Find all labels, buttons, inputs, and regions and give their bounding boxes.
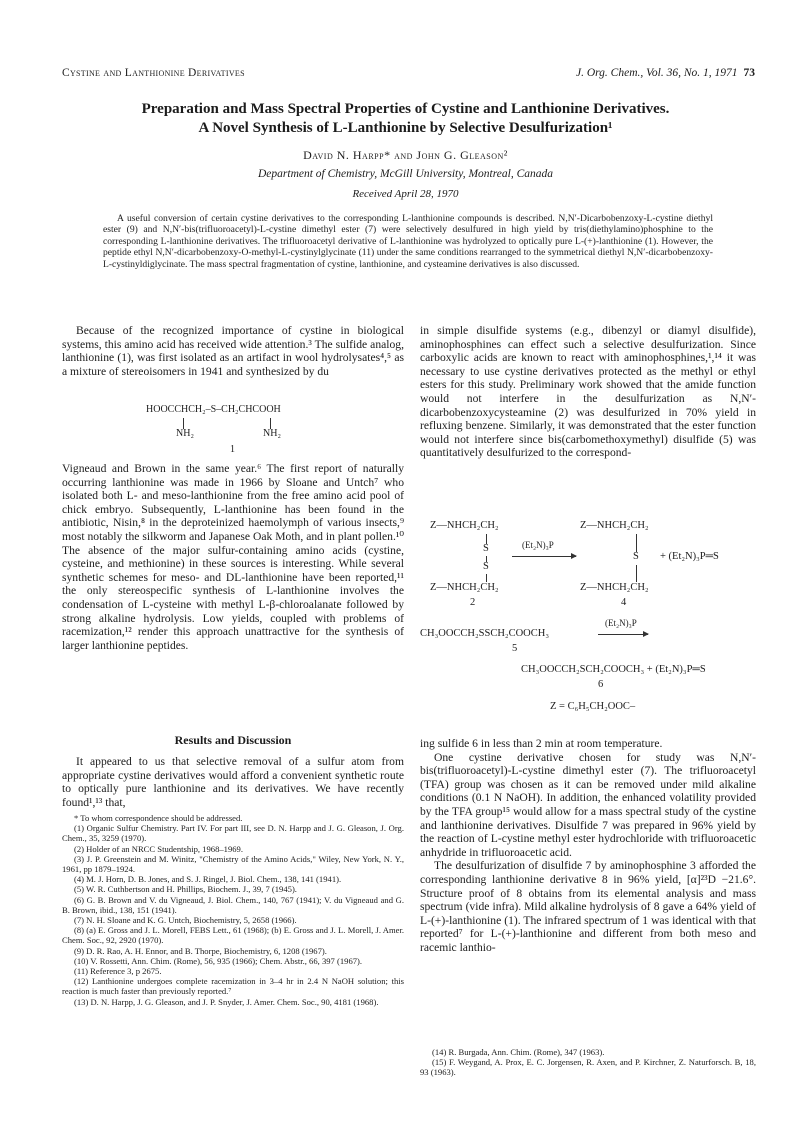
footnote: (11) Reference 3, p 2675. xyxy=(74,966,162,977)
running-title: Cystine and Lanthionine Derivatives xyxy=(62,67,245,79)
footnotes-right xyxy=(420,1047,756,1078)
footnote: (6) G. B. Brown and V. du Vigneaud, J. Biol. Chem., 140, 767 (1941); V. du Vigneaud and G. B. Brown, ibid., 138, 151 (1941). xyxy=(62,894,404,915)
compound-number: 6 xyxy=(598,679,604,690)
left-column-intro xyxy=(62,324,404,378)
received-date: Received April 28, 1970 xyxy=(352,188,459,200)
right-column-intro xyxy=(420,324,756,460)
footnote: (15) F. Weygand, A. Prox, E. C. Jorgensen, R. Axen, and P. Kirchner, Z. Naturforsch. B, 18, 93 (1963). xyxy=(420,1057,756,1078)
journal-citation: J. Org. Chem., Vol. 36, No. 1, 1971 73 xyxy=(575,67,755,79)
footnote: (1) Organic Sulfur Chemistry. Part IV. For part III, see D. N. Harpp and J. G. Gleason, J. Org. Chem., 35, 3259 (1970). xyxy=(62,823,404,844)
footnote: (14) R. Burgada, Ann. Chim. (Rome), 347 (1963). xyxy=(432,1047,605,1057)
structure-lanthionine: HOOCCHCH₂–S–CH₂CHCOOH xyxy=(146,404,281,415)
abstract: A useful conversion of certain cystine derivatives to the corresponding L-lanthionine compounds is described. N,N′-Dicarbobenzoxy-L-cystine diethyl ester (9) and N,N′-bis(trifluoroacetyl)-L-cystine dimethyl ester (7) were selectively desulfured in high yield by tris(diethylamino)phosphine to the corresponding L-lanthionine derivatives. The trifluoroacetyl derivative of L-lanthionine was hydrolyzed to optically pure L-(+)-lanthionine (1). However, the peptide ethyl N,N′-dicarbobenzoxy-O-methyl-L-cystinylglycinate (11) under the same conditions rearranged to the symmetrical diethyl N,N′-dicarbobenzoxy-L-cystinyldiglycinate. The mass spectral fragmentation of cystine, lanthionine, and cysteamine derivatives is also discussed. xyxy=(103,213,713,270)
footnote: (8) (a) E. Gross and J. L. Morell, FEBS Lett., 61 (1968); (b) E. Gross and J. L. Morell, J. Amer. Chem. Soc., 92, 2920 (1970). xyxy=(62,925,404,946)
affiliation: Department of Chemistry, McGill University, Montreal, Canada xyxy=(257,168,554,180)
footnote: (3) J. P. Greenstein and M. Winitz, "Chemistry of the Amino Acids," Wiley, New York, N. Y., 1961, pp 1879–1924. xyxy=(62,853,404,875)
nh2-label: NH₂ xyxy=(176,428,194,439)
paragraph: The desulfurization of disulfide 7 by aminophosphine 3 afforded the corresponding lanthionine derivative 8 in 96% yield, [α]²³D −21.6°. Structure proof of 8 obtains from its elemental analysis and mass spectrum (vide infra). Mild alkaline hydrolysis of 8 gave a 64% yield of L-(+)-lanthionine (1). The infrared spectrum of 1 was identical with that reported⁷ for L-(+)-lanthionine and different from both meso and racemic lanthio- xyxy=(420,859,756,954)
footnote: * To whom correspondence should be addressed. xyxy=(74,813,243,823)
left-column-body xyxy=(62,462,404,652)
paragraph: ing sulfide 6 in less than 2 min at room temperature. xyxy=(420,737,663,750)
footnote: (4) M. J. Horn, D. B. Jones, and S. J. Ringel, J. Biol. Chem., 138, 141 (1941). xyxy=(74,874,342,885)
compound-number: 5 xyxy=(512,643,518,654)
footnote: (2) Holder of an NRCC Studentship, 1968–1969. xyxy=(74,843,244,854)
reaction-arrow xyxy=(512,556,576,557)
article-title: Preparation and Mass Spectral Properties of Cystine and Lanthionine Derivatives. A Novel Synthesis of L-Lanthionine by Selective Desulfurization¹ xyxy=(141,101,670,136)
journal-page: Cystine and Lanthionine Derivatives J. Org. Chem., Vol. 36, No. 1, 1971 73 Preparation and Mass Spectral Properties of Cystine and Lanthionine Derivatives. A Novel Synthesis of L-Lanthionine by Selective Desulfurization¹ David N. Harpp* and John G. Gleason² Department of Chemistry, McGill University, Montreal, Canada Received April 28, 1970 A useful conversion of certain cystine derivatives to the corresponding L-lanthionine compounds is described. N,N′-Dicarbobenzoxy-L-cystine diethyl ester (9) and N,N′-bis(trifluoroacetyl)-L-cystine dimethyl ester (7) were selectively desulfured in high yield by tris(diethylamino)phosphine to the corresponding L-lanthionine derivatives. The trifluoroacetyl derivative of L-lanthionine was hydrolyzed to optically pure L-(+)-lanthionine (1). However, the peptide ethyl N,N′-dicarbobenzoxy-O-methyl-L-cystinylglycinate (11) under the same conditions rearranged to the symmetrical diethyl N,N′-dicarbobenzoxy-L-cystinyldiglycinate. The mass spectral fragmentation of cystine, lanthionine, and cysteamine derivatives is also discussed. Because of the recognized importance of cystine in biological systems, this amino acid has received wide attention.³ The sulfide analog, lanthionine (1), was first isolated as an artifact in wool hydrolysates⁴,⁵ as a mixture of stereoisomers in 1941 and synthesized by du HOOCCHCH₂–S–CH₂CHCOOH NH₂ NH₂ 1 Vigneaud and Brown in the same year.⁶ The first report of naturally occurring lanthionine was made in 1966 by Sloane and Untch⁷ who isolated both L- and meso-lanthionine from the free amino acid pool of chick embryo. Subsequently, L-lanthionine has been found in the antibiotic, Nisin,⁸ in the deproteinized haemolymph of various insects,⁹ most notably the silkworm and Japanese Oak Moth, and in plant pollen.¹⁰ The absence of the major sulfur-containing amino acids (cystine, cysteine, and methionine) in these sources is interesting. While several synthetic schemes for meso- and DL-lanthionine have been reported,¹¹ the only stereospecific synthesis of L-lanthionine involves the condensation of L-cysteine with methyl L-β-chloroalanate followed by strong alkaline hydrolysis. Low yields, coupled with problems of racemization,¹² render this approach unattractive for the synthesis of larger lanthionine peptides. Results and Discussion It appeared to us that selective removal of a sulfur atom from appropriate cystine derivatives would afford a convenient synthetic route to optically pure lanthionine and its derivatives. We have recently found¹,¹³ that, * To whom correspondence should be addressed. (1) Organic Sulfur Chemistry. Part IV. For part III, see D. N. Harpp and J. G. Gleason, J. Org. Chem., 35, 3259 (1970). (2) Holder of an NRCC Studentship, 1968–1969. (3) J. P. Greenstein and M. Winitz, "Chemistry of the Amino Acids," Wiley, New York, N. Y., 1961, pp 1879–1924. (4) M. J. Horn, D. B. Jones, and S. J. Ringel, J. Biol. Chem., 138, 141 (1941). (5) W. R. Cuthbertson and H. Phillips, Biochem. J., 39, 7 (1945). (6) G. B. Brown and V. du Vigneaud, J. Biol. Chem., 140, 767 (1941); V. du Vigneaud and G. B. Brown, ibid., 138, 151 (1941). (7) N. H. Sloane and K. G. Untch, Biochemistry, 5, 2658 (1966). (8) (a) E. Gross and J. L. Morell, FEBS Lett., 61 (1968); (b) E. Gross and J. L. Morell, J. Amer. Chem. Soc., 92, 2920 (1970). (9) D. R. Rao, A. H. Ennor, and B. Thorpe, Biochemistry, 6, 1208 (1967). (10) V. Rossetti, Ann. Chim. (Rome), 56, 935 (1966); Chem. Abstr., 66, 397 (1967). (11) Reference 3, p 2675. (12) Lanthionine undergoes complete racemization in 3–4 hr in 2.4 N NaOH solution; this reaction is much faster than previously reported.⁷ (13) D. N. Harpp, J. G. Gleason, and J. P. Snyder, J. Amer. Chem. Soc., 90, 4181 (1968). in simple disulfide systems (e.g., dibenzyl or diamyl disulfide), aminophosphines can effect such a selective desulfurization. Since carboxylic acids are known to react with aminophosphines,¹,¹⁴ it was necessary to use cystine derivatives protected as the methyl or ethyl esters for this study. Preliminary work showed that the amide function would not interfere in the desulfurization as N,N′-dicarbobenzoxycysteamine (2) was desulfurized in 70% yield in refluxing benzene. Similarly, it was demonstrated that the ester function would not interfere since bis(carbomethoxymethyl) disulfide (5) was quantitatively desulfurized to the correspond- Z—NHCH₂CH₂ S S Z—NHCH₂CH₂ 2 (Et₂N)₃P Z—NHCH₂CH₂ S + (Et₂N)₃P═S Z—NHCH₂CH₂ 4 CH₃OOCCH₂SSCH₂COOCH₃ (Et₂N)₃P 5 CH₃OOCCH₂SCH₂COOCH₃ + (Et₂N)₃P═S 6 Z = C₆H₅CH₂OOC– ing sulfide 6 in less than 2 min at room temperature. One cystine derivative chosen for study was N,N′-bis(trifluoroacetyl)-L-cystine dimethyl ester (7). The trifluoroacetyl (TFA) group was chosen as it can be removed under mild alkaline conditions (0.1 N NaOH). In addition, the enhanced volatility provided by the TFA group¹⁵ would allow for a mass spectral study of the cystine and lanthionine derivatives. Disulfide 7 was prepared in 96% yield by the reaction of L-cystine methyl ester hydrochloride with trifluoroacetic anhydride in trifluoroacetic acid. The desulfurization of disulfide 7 by aminophosphine 3 afforded the corresponding lanthionine derivative 8 in 96% yield, [α]²³D −21.6°. Structure proof of 8 obtains from its elemental analysis and mass spectrum (vide infra). Mild alkaline hydrolysis of 8 gave a 64% yield of L-(+)-lanthionine (1). The infrared spectrum of 1 was identical with that reported⁷ for L-(+)-lanthionine and different from both meso and racemic lanthio- (14) R. Burgada, Ann. Chim. (Rome), 347 (1963). (15) F. Weygand, A. Prox, E. C. Jorgensen, R. Axen, and P. Kirchner, Z. Naturforsch. B, 18, 93 (1963). xyxy=(0,0,811,1140)
reagent-label: (Et₂N)₃P xyxy=(522,540,554,550)
right-column-body xyxy=(420,737,756,955)
reaction-arrow xyxy=(598,634,648,635)
footnote: (9) D. R. Rao, A. H. Ennor, and B. Thorpe, Biochemistry, 6, 1208 (1967). xyxy=(74,945,327,956)
footnote: (7) N. H. Sloane and K. G. Untch, Biochemistry, 5, 2658 (1966). xyxy=(74,915,297,926)
section-heading: Results and Discussion xyxy=(174,733,292,747)
paragraph: Vigneaud and Brown in the same year.⁶ The first report of naturally occurring lanthionine was made in 1966 by Sloane and Untch⁷ who isolated both L- and meso-lanthionine from the free amino acid pool of chick embryo. Subsequently, L-lanthionine has been found in the antibiotic, Nisin,⁸ in the deproteinized haemolymph of various insects,⁹ most notably the silkworm and Japanese Oak Moth, and in plant pollen.¹⁰ The absence of the major sulfur-containing amino acids (cystine, cysteine, and methionine) in these sources is interesting. While several synthetic schemes for meso- and DL-lanthionine have been reported,¹¹ the only stereospecific synthesis of L-lanthionine involves the condensation of L-cysteine with methyl L-β-chloroalanate followed by strong alkaline hydrolysis. Low yields, coupled with problems of racemization,¹² render this approach unattractive for the synthesis of larger lanthionine peptides. xyxy=(62,462,404,652)
footnotes-left xyxy=(62,813,404,1007)
paragraph: One cystine derivative chosen for study was N,N′-bis(trifluoroacetyl)-L-cystine dimethyl ester (7). The trifluoroacetyl (TFA) group was chosen as it can be removed under mild alkaline conditions (0.1 N NaOH). In addition, the enhanced volatility provided by the TFA group¹⁵ would allow for a mass spectral study of the cystine and lanthionine derivatives. Disulfide 7 was prepared in 96% yield by the reaction of L-cystine methyl ester hydrochloride with trifluoroacetic anhydride in trifluoroacetic acid. xyxy=(420,750,756,859)
compound-number: 1 xyxy=(230,444,235,455)
compound-number: 4 xyxy=(621,597,627,608)
reagent-label: (Et₂N)₃P xyxy=(605,618,637,628)
paragraph: Because of the recognized importance of cystine in biological systems, this amino acid has received wide attention.³ The sulfide analog, lanthionine (1), was first isolated as an artifact in wool hydrolysates⁴,⁵ as a mixture of stereoisomers in 1941 and synthesized by du xyxy=(62,324,404,378)
paragraph: It appeared to us that selective removal of a sulfur atom from appropriate cystine derivatives would afford a convenient synthetic route to optically pure lanthionine and its derivatives. We have recently found¹,¹³ that, xyxy=(62,755,404,809)
footnote: (13) D. N. Harpp, J. G. Gleason, and J. P. Snyder, J. Amer. Chem. Soc., 90, 4181 (1968). xyxy=(74,996,379,1007)
nh2-label: NH₂ xyxy=(263,428,281,439)
z-definition: Z = C₆H₅CH₂OOC– xyxy=(550,701,636,712)
compound-number: 2 xyxy=(470,597,476,608)
footnote: (5) W. R. Cuthbertson and H. Phillips, Biochem. J., 39, 7 (1945). xyxy=(74,884,297,895)
footnote: (10) V. Rossetti, Ann. Chim. (Rome), 56, 935 (1966); Chem. Abstr., 66, 397 (1967). xyxy=(74,955,363,966)
page-number: 73 xyxy=(743,67,755,79)
left-column-results xyxy=(62,755,404,809)
authors: David N. Harpp* and John G. Gleason² xyxy=(303,148,508,162)
footnote: (12) Lanthionine undergoes complete racemization in 3–4 hr in 2.4 N NaOH solution; this reaction is much faster than previously reported.⁷ xyxy=(62,976,404,997)
running-header xyxy=(62,67,755,83)
paragraph: in simple disulfide systems (e.g., dibenzyl or diamyl disulfide), aminophosphines can effect such a selective desulfurization. Since carboxylic acids are known to react with aminophosphines,¹,¹⁴ it was necessary to use cystine derivatives protected as the methyl or ethyl esters for this study. Preliminary work showed that the amide function would not interfere in the desulfurization as N,N′-dicarbobenzoxycysteamine (2) was desulfurized in 70% yield in refluxing benzene. Similarly, it was demonstrated that the ester function would not interfere since bis(carbomethoxymethyl) disulfide (5) was quantitatively desulfurized to the correspond- xyxy=(420,324,756,460)
